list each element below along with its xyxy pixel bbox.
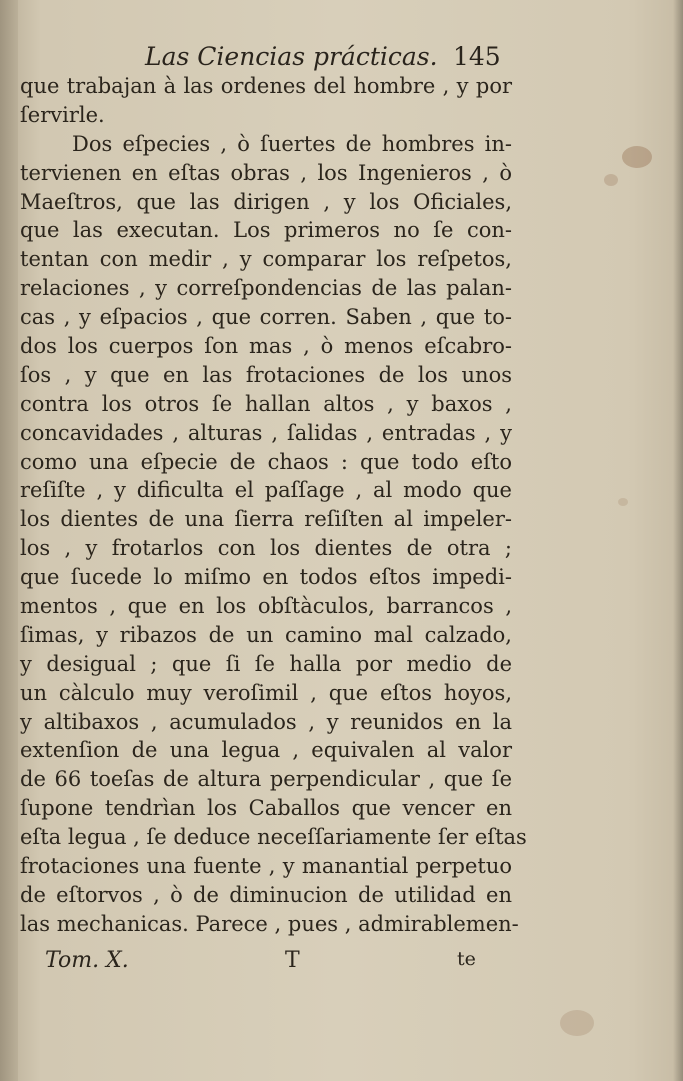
text-line: dos los cuerpos ſon mas , ò menos eſcabro- bbox=[20, 334, 512, 359]
text-line: concavidades , alturas , ſalidas , entradas , y bbox=[20, 420, 512, 445]
text-line: que ſucede lo miſmo en todos eſtos impedi- bbox=[20, 565, 512, 590]
text-line: los , y frotarlos con los dientes de otra ; bbox=[20, 536, 512, 561]
text-line: tentan con medir , y comparar los reſpetos, bbox=[20, 247, 512, 272]
text-line: y desigual ; que ſi ſe halla por medio de bbox=[20, 651, 512, 676]
text-line: ſervirle. bbox=[20, 102, 105, 127]
text-line: cas , y eſpacios , que corren. Saben , que to- bbox=[20, 305, 512, 330]
page-footer bbox=[45, 948, 495, 982]
text-line: y altibaxos , acumulados , y reunidos en la bbox=[20, 709, 512, 734]
page-edge bbox=[673, 0, 683, 1081]
page-number: 145 bbox=[453, 42, 501, 71]
text-line: los dientes de una ſierra reſiſten al impeler- bbox=[20, 507, 512, 532]
text-line: frotaciones una fuente , y manantial perpetuo bbox=[20, 854, 512, 879]
text-line: extenſion de una legua , equivalen al valor bbox=[20, 738, 512, 763]
signature-mark: T bbox=[285, 948, 300, 973]
text-line: un càlculo muy veroſimil , que eſtos hoyos, bbox=[20, 680, 512, 705]
catchword: te bbox=[457, 948, 476, 970]
foxing-stain bbox=[604, 174, 618, 186]
page-gutter bbox=[0, 0, 18, 1081]
text-line: que trabajan à las ordenes del hombre , y por bbox=[20, 74, 512, 98]
body-text bbox=[20, 72, 527, 939]
foxing-stain bbox=[560, 1010, 594, 1036]
text-line: que las executan. Los primeros no ſe con- bbox=[20, 218, 512, 243]
foxing-stain bbox=[618, 498, 628, 506]
text-line: mentos , que en los obſtàculos, barrancos , bbox=[20, 594, 512, 619]
text-line: de 66 toeſas de altura perpendicular , que ſe bbox=[20, 767, 512, 792]
text-line: reſiſte , y dificulta el paſſage , al modo que bbox=[20, 478, 512, 503]
text-line: contra los otros ſe hallan altos , y baxos , bbox=[20, 391, 512, 416]
text-line: ſimas, y ribazos de un camino mal calzado, bbox=[20, 622, 512, 647]
text-line: Maeſtros, que las dirigen , y los Oficiales, bbox=[20, 189, 512, 214]
text-line: como una eſpecie de chaos : que todo eſto bbox=[20, 449, 512, 474]
text-line: tervienen en eſtas obras , los Ingenieros , ò bbox=[20, 160, 512, 185]
text-line: ſos , y que en las frotaciones de los unos bbox=[20, 362, 512, 387]
volume-mark: Tom. X. bbox=[45, 948, 129, 973]
text-line: Dos eſpecies , ò ſuertes de hombres in- bbox=[72, 131, 512, 156]
text-line: relaciones , y correſpondencias de las palan- bbox=[20, 276, 512, 301]
text-line: las mechanicas. Parece , pues , admirablemen- bbox=[20, 911, 519, 936]
running-title: Las Ciencias prácticas. bbox=[145, 42, 438, 71]
text-line: ſupone tendrìan los Caballos que vencer en bbox=[20, 796, 512, 821]
text-line: eſta legua , ſe deduce neceſſariamente ſer eſtas bbox=[20, 825, 527, 850]
text-line: de eſtorvos , ò de diminucion de utilidad en bbox=[20, 882, 512, 907]
foxing-stain bbox=[622, 146, 652, 168]
